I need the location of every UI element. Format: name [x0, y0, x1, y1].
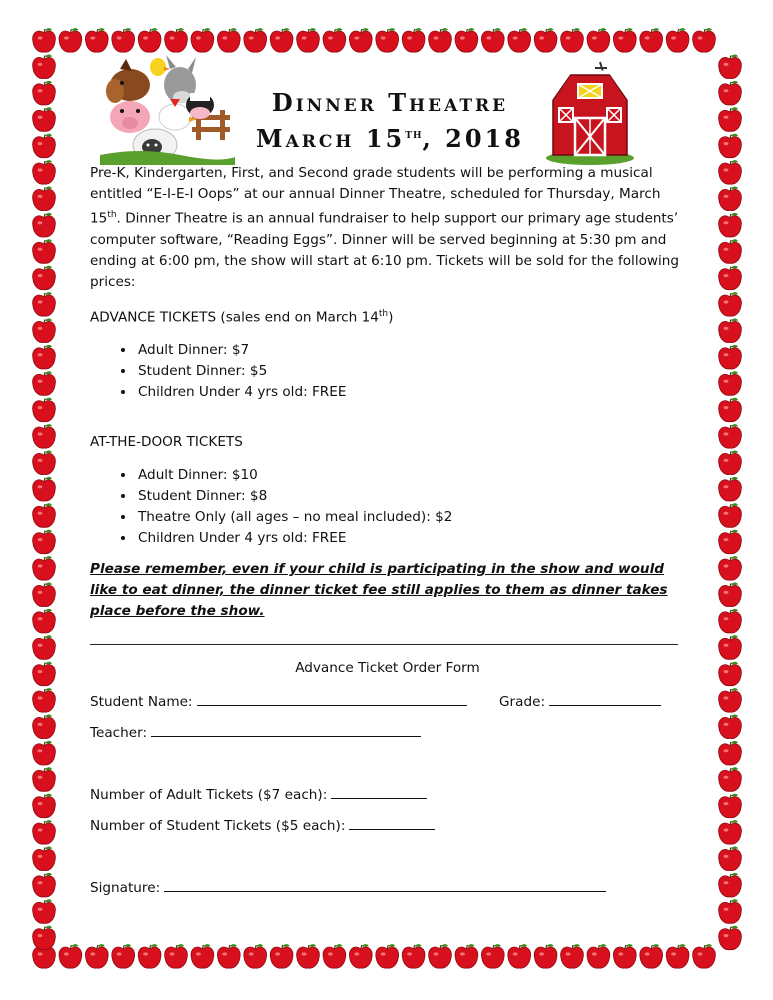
apple-border-icon — [349, 944, 372, 968]
apple-border-icon — [719, 160, 742, 184]
event-date-sup: th — [405, 127, 423, 142]
apple-border-icon — [33, 820, 56, 844]
door-tickets-heading: AT-THE-DOOR TICKETS — [90, 434, 243, 450]
apple-border-icon — [33, 81, 56, 105]
apple-border-icon — [561, 28, 584, 52]
apple-border-icon — [33, 662, 56, 686]
apple-border-icon — [33, 873, 56, 897]
apple-border-icon — [693, 28, 716, 52]
intro-paragraph — [90, 163, 690, 293]
list-item: • Student Dinner: $5 — [136, 361, 346, 382]
list-item: • Adult Dinner: $10 — [136, 465, 452, 486]
student-tickets-field[interactable] — [90, 815, 435, 834]
apple-border-icon — [719, 715, 742, 739]
apple-border-icon — [719, 820, 742, 844]
apple-border-icon — [719, 213, 742, 237]
apple-border-icon — [138, 28, 161, 52]
apple-border-icon — [719, 847, 742, 871]
apple-border-icon — [666, 28, 689, 52]
apple-border-icon — [59, 28, 82, 52]
advance-price-list — [110, 340, 346, 403]
apple-border-icon — [508, 944, 531, 968]
apple-border-icon — [719, 345, 742, 369]
apple-border-icon — [376, 28, 399, 52]
signature-label: Signature: — [90, 880, 161, 896]
adult-tickets-blank[interactable] — [331, 784, 427, 799]
list-item: • Children Under 4 yrs old: FREE — [136, 382, 346, 403]
apple-border-icon — [719, 81, 742, 105]
apple-border-icon — [719, 926, 742, 950]
apple-border-icon — [481, 28, 504, 52]
apple-border-icon — [719, 794, 742, 818]
advance-heading-end: ) — [388, 309, 394, 326]
advance-heading-sup: th — [378, 309, 389, 319]
apple-border-icon — [244, 28, 267, 52]
apple-border-icon — [165, 28, 188, 52]
apple-border-icon — [455, 944, 478, 968]
apple-border-icon — [112, 944, 135, 968]
advance-tickets-heading — [90, 309, 393, 326]
apple-border-icon — [534, 944, 557, 968]
signature-blank[interactable] — [164, 877, 606, 892]
apple-border-icon — [33, 424, 56, 448]
apple-border-icon — [561, 944, 584, 968]
apple-border-icon — [33, 715, 56, 739]
apple-border-icon — [33, 530, 56, 554]
farm-animals-icon — [100, 55, 235, 165]
event-date — [230, 124, 550, 153]
grade-label: Grade: — [499, 694, 546, 710]
apple-border-icon — [719, 187, 742, 211]
apple-border-icon — [376, 944, 399, 968]
list-item: • Student Dinner: $8 — [136, 486, 452, 507]
apple-border-icon — [534, 28, 557, 52]
apple-border-icon — [59, 944, 82, 968]
apple-border-icon — [693, 944, 716, 968]
apple-border-icon — [719, 239, 742, 263]
event-date-year: , 2018 — [422, 124, 524, 153]
apple-border-icon — [719, 556, 742, 580]
apple-border-icon — [402, 944, 425, 968]
teacher-blank[interactable] — [151, 722, 421, 737]
apple-border-icon — [429, 28, 452, 52]
apple-border-icon — [217, 944, 240, 968]
apple-border-icon — [455, 28, 478, 52]
apple-border-icon — [33, 741, 56, 765]
apple-border-icon — [719, 503, 742, 527]
apple-border-icon — [33, 266, 56, 290]
apple-border-icon — [33, 213, 56, 237]
apple-border-icon — [33, 556, 56, 580]
student-name-blank[interactable] — [197, 691, 467, 706]
apple-border-icon — [33, 609, 56, 633]
apple-border-icon — [402, 28, 425, 52]
apple-border-icon — [719, 530, 742, 554]
student-name-label: Student Name: — [90, 694, 193, 710]
apple-border-icon — [640, 28, 663, 52]
apple-border-icon — [33, 847, 56, 871]
apple-border-icon — [85, 944, 108, 968]
apple-border-icon — [33, 371, 56, 395]
apple-border-icon — [33, 55, 56, 79]
advance-heading-main: ADVANCE TICKETS (sales end on March 14 — [90, 309, 379, 326]
apple-border-icon — [33, 451, 56, 475]
door-price-list — [110, 465, 452, 549]
cut-line-divider — [90, 644, 678, 645]
apple-border-icon — [613, 944, 636, 968]
apple-border-icon — [719, 398, 742, 422]
apple-border-icon — [587, 944, 610, 968]
apple-border-icon — [33, 477, 56, 501]
apple-border-icon — [587, 28, 610, 52]
apple-border-icon — [323, 28, 346, 52]
apple-border-icon — [191, 944, 214, 968]
apple-border-icon — [297, 28, 320, 52]
grade-blank[interactable] — [549, 691, 661, 706]
apple-border-icon — [666, 944, 689, 968]
apple-border-icon — [191, 28, 214, 52]
apple-border-icon — [719, 583, 742, 607]
apple-border-icon — [33, 160, 56, 184]
apple-border-icon — [719, 134, 742, 158]
student-name-field[interactable] — [90, 691, 467, 710]
apple-border-icon — [613, 28, 636, 52]
intro-text-1: Pre-K, Kindergarten, First, and Second grade students will be performing a musical entitled “E-I-E-I Oops” at our annual Dinner Theatre, scheduled for Thursday, March 15 — [90, 165, 661, 227]
apple-border-icon — [33, 292, 56, 316]
list-item: • Adult Dinner: $7 — [136, 340, 346, 361]
apple-border-icon — [33, 319, 56, 343]
apple-border-icon — [719, 107, 742, 131]
apple-border-icon — [33, 899, 56, 923]
apple-border-icon — [33, 345, 56, 369]
apple-border-icon — [33, 926, 56, 950]
list-item: • Theatre Only (all ages – no meal included): $2 — [136, 507, 452, 528]
apple-border-icon — [719, 873, 742, 897]
apple-border-icon — [33, 583, 56, 607]
student-tickets-blank[interactable] — [349, 815, 435, 830]
signature-field[interactable] — [90, 877, 606, 896]
apple-border-icon — [719, 319, 742, 343]
apple-border-icon — [719, 635, 742, 659]
apple-border-icon — [481, 944, 504, 968]
apple-border-icon — [323, 944, 346, 968]
apple-border-icon — [719, 292, 742, 316]
apple-border-icon — [270, 944, 293, 968]
intro-text-2: . Dinner Theatre is an annual fundraiser to help support our primary age students’ computer software, “Reading Eggs”. Dinner will be served beginning at 5:30 pm and ending at 6:00 pm, the show will start at 6:10 pm. Tickets will be sold for the following prices: — [90, 210, 680, 290]
apple-border-icon — [719, 741, 742, 765]
event-date-main: March 15 — [256, 124, 406, 153]
apple-border-icon — [508, 28, 531, 52]
apple-border-icon — [719, 609, 742, 633]
apple-border-icon — [719, 767, 742, 791]
apple-border-icon — [270, 28, 293, 52]
apple-border-icon — [33, 767, 56, 791]
apple-border-icon — [217, 28, 240, 52]
apple-border-icon — [429, 944, 452, 968]
teacher-label: Teacher: — [90, 725, 148, 741]
apple-border-icon — [33, 398, 56, 422]
intro-sup: th — [107, 210, 117, 220]
apple-border-icon — [33, 503, 56, 527]
apple-border-icon — [640, 944, 663, 968]
student-tickets-label: Number of Student Tickets ($5 each): — [90, 818, 346, 834]
apple-border-icon — [719, 55, 742, 79]
apple-border-icon — [719, 371, 742, 395]
apple-border-icon — [33, 239, 56, 263]
teacher-field[interactable] — [90, 722, 421, 741]
apple-border-icon — [33, 187, 56, 211]
apple-border-icon — [297, 944, 320, 968]
apple-border-icon — [33, 107, 56, 131]
apple-border-icon — [719, 424, 742, 448]
apple-border-icon — [85, 28, 108, 52]
apple-border-icon — [719, 266, 742, 290]
apple-border-icon — [719, 451, 742, 475]
apple-border-icon — [33, 794, 56, 818]
apple-border-icon — [33, 688, 56, 712]
event-title: Dinner Theatre — [271, 88, 509, 117]
apple-border-icon — [719, 899, 742, 923]
order-form-title: Advance Ticket Order Form — [295, 660, 480, 676]
adult-tickets-label: Number of Adult Tickets ($7 each): — [90, 787, 328, 803]
apple-border-icon — [112, 28, 135, 52]
list-item: • Children Under 4 yrs old: FREE — [136, 528, 452, 549]
apple-border-icon — [33, 635, 56, 659]
apple-border-icon — [138, 944, 161, 968]
apple-border-icon — [349, 28, 372, 52]
apple-border-icon — [719, 688, 742, 712]
adult-tickets-field[interactable] — [90, 784, 427, 803]
apple-border-icon — [33, 134, 56, 158]
grade-field[interactable] — [499, 691, 661, 710]
apple-border-icon — [33, 28, 56, 52]
apple-border-icon — [165, 944, 188, 968]
apple-border-icon — [719, 662, 742, 686]
red-barn-icon — [545, 60, 635, 165]
apple-border-icon — [244, 944, 267, 968]
dinner-fee-reminder: Please remember, even if your child is participating in the show and would like to eat dinner, the dinner ticket fee still applies to them as dinner takes place before the show. — [90, 561, 668, 619]
apple-border-icon — [719, 477, 742, 501]
